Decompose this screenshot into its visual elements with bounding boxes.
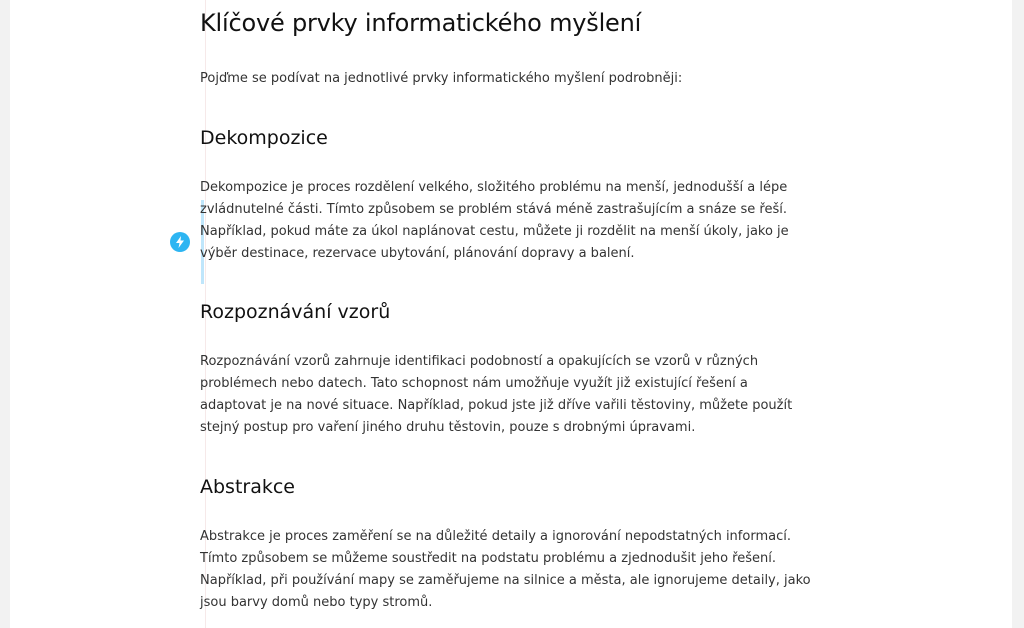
section-paragraph-decomposition[interactable] <box>200 177 789 265</box>
paragraph-line: zvládnutelné části. Tímto způsobem se problém stává méně zastrašujícím a snáze se řeší. <box>200 202 788 217</box>
paragraph-line: Tímto způsobem se můžeme soustředit na podstatu problému a zjednodušit jeho řešení. <box>200 551 776 566</box>
section-heading-decomposition: Dekompozice <box>200 127 328 149</box>
paragraph-line: problémech nebo datech. Tato schopnost nám umožňuje využít již existující řešení a <box>200 376 748 391</box>
paragraph-line: jsou barvy domů nebo typy stromů. <box>200 595 433 610</box>
section-paragraph-pattern-recognition[interactable] <box>200 351 792 439</box>
paragraph-line: adaptovat je na nové situace. Například, pokud jste již dříve vařili těstoviny, můžete použít <box>200 398 793 413</box>
paragraph-line: Například, při používání mapy se zaměřujeme na silnice a města, ale ignorujeme detaily, jako <box>200 573 811 588</box>
section-heading-abstraction: Abstrakce <box>200 476 295 498</box>
paragraph-line: výběr destinace, rezervace ubytování, plánování dopravy a balení. <box>200 246 635 261</box>
paragraph-line: Například, pokud máte za úkol naplánovat cestu, můžete ji rozdělit na menší úkoly, jako je <box>200 224 789 239</box>
ai-action-button[interactable] <box>170 232 190 252</box>
section-paragraph-abstraction[interactable] <box>200 526 811 614</box>
paragraph-line: stejný postup pro vaření jiného druhu těstovin, pouze s drobnými úpravami. <box>200 420 696 435</box>
section-heading-pattern-recognition: Rozpoznávání vzorů <box>200 301 391 323</box>
paragraph-line: Abstrakce je proces zaměření se na důležité detaily a ignorování nepodstatných informací. <box>200 529 791 544</box>
intro-paragraph: Pojďme se podívat na jednotlivé prvky informatického myšlení podrobněji: <box>200 71 683 86</box>
paragraph-line: Dekompozice je proces rozdělení velkého, složitého problému na menší, jednodušší a lépe <box>200 180 788 195</box>
page-title: Klíčové prvky informatického myšlení <box>200 9 642 37</box>
lightning-icon <box>175 236 185 248</box>
paragraph-line: Rozpoznávání vzorů zahrnuje identifikaci podobností a opakujících se vzorů v různých <box>200 354 759 369</box>
